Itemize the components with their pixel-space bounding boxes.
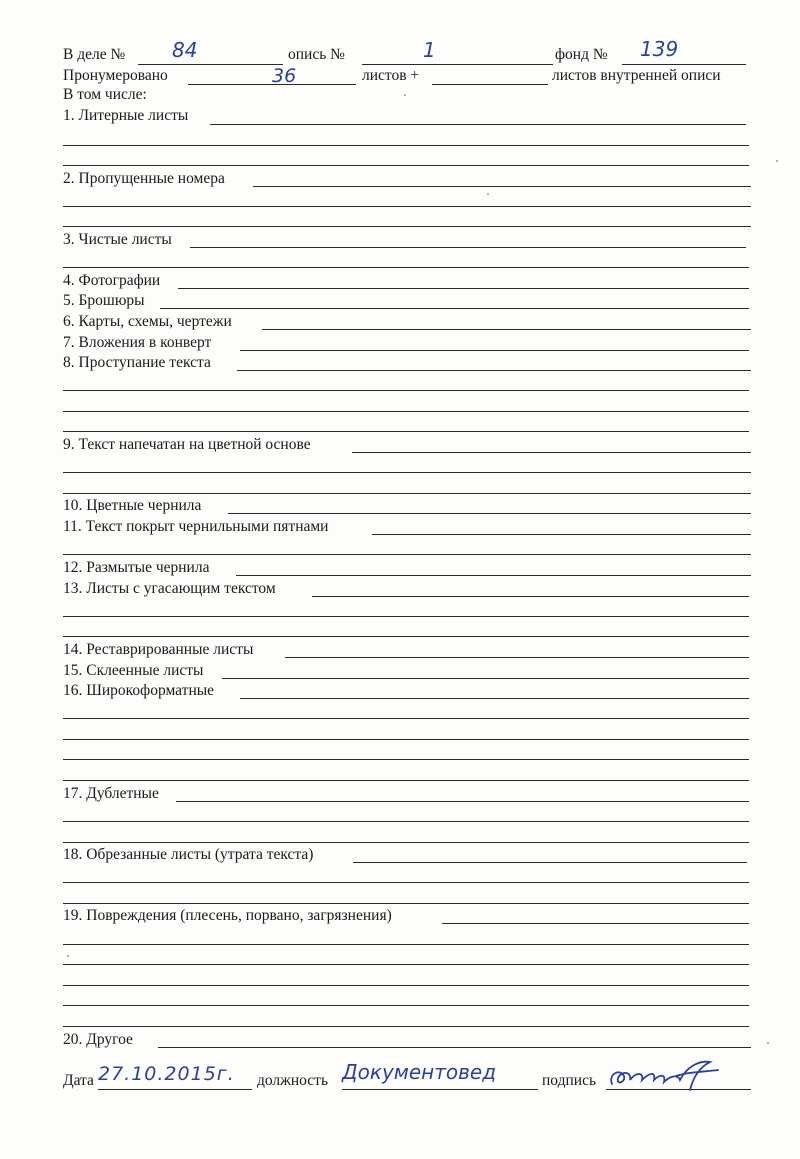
item-line <box>236 575 751 576</box>
numbered-label: Пронумеровано <box>63 67 168 84</box>
item-line <box>240 698 749 699</box>
item-line <box>228 513 751 514</box>
item-line <box>190 247 746 248</box>
item-label: 19. Повреждения (плесень, порвано, загрязнения) <box>63 907 392 924</box>
item-label: 4. Фотографии <box>63 272 161 289</box>
extra-line <box>63 985 749 986</box>
case-label: В деле № <box>63 46 126 63</box>
extra-line <box>63 964 749 965</box>
signature-icon <box>606 1056 726 1100</box>
item-line <box>262 329 751 330</box>
item-line <box>372 534 751 535</box>
extra-line <box>63 882 749 883</box>
extra-line <box>63 616 749 617</box>
item-line <box>442 923 749 924</box>
extra-line <box>63 1026 749 1027</box>
item-line <box>160 308 749 309</box>
item-label: 10. Цветные чернила <box>63 497 202 514</box>
item-label: 14. Реставрированные листы <box>63 641 254 658</box>
extra-line <box>63 226 751 227</box>
item-label: 11. Текст покрыт чернильными пятнами <box>63 518 329 535</box>
fund-number-value: 139 <box>640 37 679 61</box>
item-label: 18. Обрезанные листы (утрата текста) <box>63 846 314 863</box>
including-label: В том числе: <box>63 86 147 103</box>
extra-line <box>63 390 749 391</box>
extra-line <box>63 431 749 432</box>
position-label: должность <box>257 1072 329 1089</box>
item-line <box>158 1047 751 1048</box>
extra-line <box>63 411 749 412</box>
extra-line <box>63 267 749 268</box>
internal-inventory-line <box>432 84 548 85</box>
item-line <box>222 678 749 679</box>
extra-line <box>63 780 749 781</box>
item-label: 15. Склеенные листы <box>63 662 204 679</box>
date-line <box>98 1089 252 1090</box>
extra-line <box>63 718 749 719</box>
item-line <box>253 186 751 187</box>
item-label: 1. Литерные листы <box>63 107 189 124</box>
case-number-line <box>138 64 283 65</box>
item-label: 3. Чистые листы <box>63 231 172 248</box>
fund-label: фонд № <box>555 46 608 63</box>
position-line <box>342 1089 538 1090</box>
item-label: 17. Дублетные <box>63 785 159 802</box>
item-label: 13. Листы с угасающим текстом <box>63 580 276 597</box>
date-value: 27.10.2015г. <box>98 1063 235 1085</box>
item-label: 5. Брошюры <box>63 292 145 309</box>
inventory-number-value: 1 <box>423 38 436 62</box>
item-label: 12. Размытые чернила <box>63 559 210 576</box>
scan-speck <box>767 1042 769 1044</box>
extra-line <box>63 759 749 760</box>
extra-line <box>63 145 749 146</box>
extra-line <box>63 739 749 740</box>
extra-line <box>63 206 751 207</box>
item-line <box>285 657 749 658</box>
extra-line <box>63 903 749 904</box>
item-line <box>176 801 749 802</box>
extra-line <box>63 1005 749 1006</box>
inventory-number-line <box>362 64 553 65</box>
extra-line <box>63 636 749 637</box>
extra-line <box>63 842 749 843</box>
item-line <box>352 452 751 453</box>
extra-line <box>63 493 751 494</box>
item-label: 9. Текст напечатан на цветной основе <box>63 436 311 453</box>
item-line <box>312 596 749 597</box>
date-label: Дата <box>63 1072 94 1089</box>
extra-line <box>63 554 751 555</box>
item-label: 6. Карты, схемы, чертежи <box>63 313 232 330</box>
case-number-value: 84 <box>172 38 198 62</box>
item-line <box>237 370 751 371</box>
extra-line <box>63 944 749 945</box>
item-label: 7. Вложения в конверт <box>63 334 212 351</box>
signature-label: подпись <box>542 1072 597 1089</box>
item-line <box>353 862 747 863</box>
item-label: 20. Другое <box>63 1031 133 1048</box>
scan-speck <box>776 160 778 162</box>
fund-number-line <box>622 64 746 65</box>
scan-speck <box>487 193 489 195</box>
numbered-value: 36 <box>272 65 297 87</box>
scan-speck <box>67 955 69 957</box>
position-value: Документовед <box>342 1060 497 1084</box>
item-line <box>210 124 746 125</box>
item-label: 16. Широкоформатные <box>63 682 215 699</box>
item-label: 2. Пропущенные номера <box>63 170 225 187</box>
internal-inventory-label: листов внутренней описи <box>552 67 721 84</box>
extra-line <box>63 472 751 473</box>
scan-speck <box>404 94 406 96</box>
extra-line <box>63 821 749 822</box>
item-line <box>240 350 749 351</box>
extra-line <box>63 165 749 166</box>
item-line <box>178 288 749 289</box>
sheets-plus-label: листов + <box>362 67 420 84</box>
item-label: 8. Проступание текста <box>63 354 211 371</box>
inventory-label: опись № <box>288 46 345 63</box>
